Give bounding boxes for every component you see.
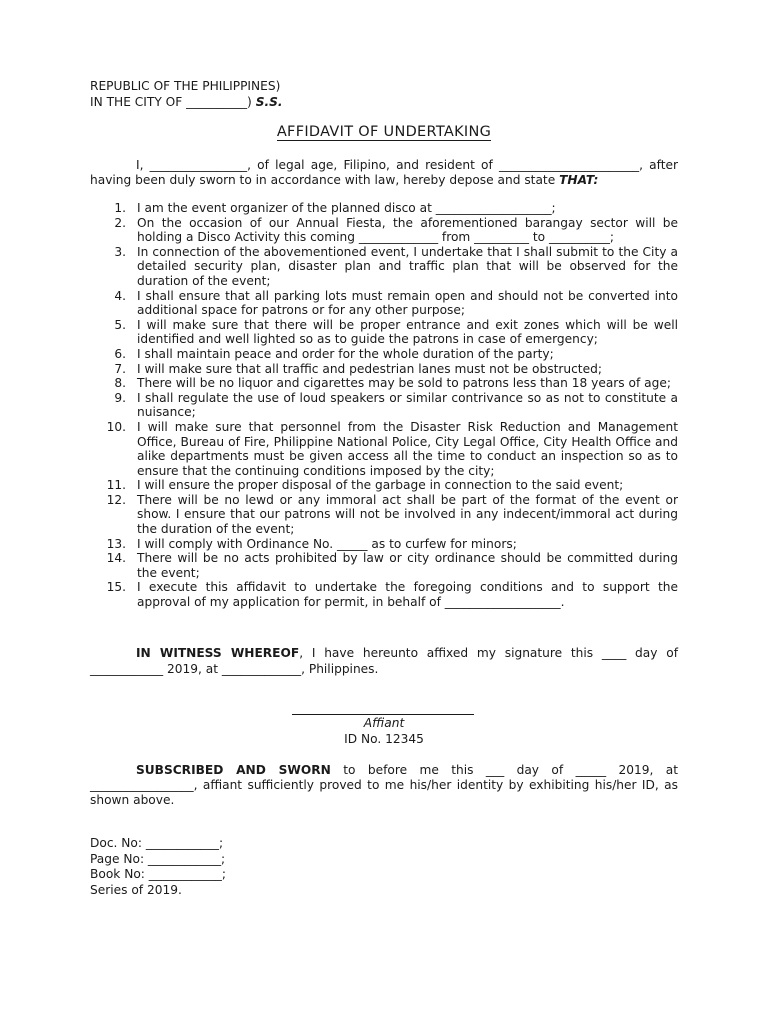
- list-item-text: There will be no lewd or any immoral act shall be part of the format of the event or show. I ensure that our patrons will not be involved in any indecent/immoral act during the duration of the event;: [137, 492, 678, 537]
- list-item-number: 15.: [106, 580, 126, 595]
- intro-text: I, ________________, of legal age, Filipino, and resident of _______________________, after having been duly sworn to in accordance with law, hereby depose and state: [90, 158, 678, 187]
- signature-line: [292, 714, 474, 715]
- series: Series of 2019.: [90, 882, 182, 897]
- list-item-number: 2.: [114, 215, 126, 230]
- list-item-text: I shall ensure that all parking lots must remain open and should not be converted into additional space for patrons or for any other purpose;: [137, 288, 678, 318]
- list-item-text: There will be no liquor and cigarettes may be sold to patrons less than 18 years of age;: [137, 376, 671, 391]
- book-no: Book No: ____________;: [90, 867, 226, 881]
- jurat-lead: SUBSCRIBED AND SWORN: [136, 763, 331, 777]
- list-item: [90, 580, 678, 609]
- list-item-number: 12.: [106, 492, 126, 507]
- list-item: [90, 347, 678, 362]
- list-item-text: I am the event organizer of the planned disco at ___________________;: [137, 201, 556, 215]
- list-item: [90, 391, 678, 420]
- list-item-text: I will make sure that there will be proper entrance and exit zones which will be well identified and well lighted so as to guide the patrons in case of emergency;: [137, 317, 678, 347]
- list-item: [90, 478, 678, 493]
- list-item-text: I will make sure that all traffic and pedestrian lanes must not be obstructed;: [137, 361, 602, 376]
- witness-text: , I have hereunto affixed my signature this ____ day of ____________ 2019, at _____________, Philippines.: [90, 646, 678, 676]
- list-item: [90, 493, 678, 537]
- list-item: [90, 289, 678, 318]
- list-item-text: I will make sure that personnel from the Disaster Risk Reduction and Management Office, Bureau of Fire, Philippine National Police, City Legal Office, City Health Office and alike departments must be given access all the time to conduct an inspection so as to ensure that the continuing conditions imposed by the city;: [137, 419, 678, 478]
- venue-line-1: REPUBLIC OF THE PHILIPPINES): [90, 79, 281, 93]
- list-item: [90, 420, 678, 478]
- list-item-text: I shall maintain peace and order for the whole duration of the party;: [137, 346, 554, 361]
- jurat-paragraph: [90, 763, 678, 808]
- list-item-number: 6.: [114, 346, 126, 361]
- list-item-text: I will comply with Ordinance No. _____ as to curfew for minors;: [137, 536, 517, 551]
- affiant-label: Affiant: [363, 716, 405, 730]
- list-item-text: On the occasion of our Annual Fiesta, the aforementioned barangay sector will be holding a Disco Activity this coming _____________ from _________ to __________;: [137, 215, 678, 245]
- document-title-wrap: [0, 125, 768, 140]
- doc-no: Doc. No: ____________;: [90, 836, 224, 850]
- venue-block: [90, 78, 283, 110]
- witness-paragraph: [90, 645, 678, 677]
- list-item-text: I execute this affidavit to undertake the foregoing conditions and to support the approval of my application for permit, in behalf of ___________________.: [137, 580, 678, 610]
- list-item-text: There will be no acts prohibited by law or city ordinance should be committed during the event;: [137, 551, 678, 580]
- list-item-text: I will ensure the proper disposal of the garbage in connection to the said event;: [137, 478, 624, 493]
- list-item-number: 5.: [114, 317, 126, 332]
- list-item: [90, 376, 678, 391]
- list-item: [90, 245, 678, 289]
- list-item-number: 14.: [106, 551, 126, 566]
- list-item: [90, 551, 678, 580]
- document-title: AFFIDAVIT OF UNDERTAKING: [276, 124, 492, 140]
- page-no: Page No: ____________;: [90, 851, 226, 866]
- list-item-number: 9.: [114, 390, 126, 405]
- list-item-number: 3.: [114, 244, 126, 259]
- list-item: [90, 201, 678, 216]
- venue-city: IN THE CITY OF __________): [90, 95, 256, 109]
- list-item-number: 1.: [114, 201, 126, 215]
- list-item-number: 11.: [106, 478, 126, 493]
- witness-lead: IN WITNESS WHEREOF: [136, 646, 300, 660]
- undertaking-list: [90, 201, 678, 610]
- list-item: [90, 362, 678, 377]
- list-item-number: 7.: [114, 361, 126, 376]
- list-item-number: 8.: [114, 376, 126, 391]
- list-item: [90, 537, 678, 552]
- list-item-number: 4.: [114, 288, 126, 303]
- jurat-text: to before me this ___ day of _____ 2019, at _________________, affiant sufficiently proved to me his/her identity by exhibiting his/her ID, as shown above.: [90, 763, 678, 807]
- venue-ss: S.S.: [255, 95, 283, 109]
- list-item: [90, 318, 678, 347]
- intro-that: THAT:: [559, 172, 599, 187]
- list-item-number: 10.: [106, 419, 126, 434]
- list-item-text: In connection of the abovementioned event, I undertake that I shall submit to the City a detailed security plan, disaster plan and traffic plan that will be observed for the duration of the event;: [137, 244, 678, 288]
- intro-paragraph: [90, 158, 678, 187]
- venue-line-2: [90, 94, 283, 110]
- list-item: [90, 216, 678, 245]
- list-item-number: 13.: [106, 536, 126, 551]
- list-item-text: I shall regulate the use of loud speakers or similar contrivance so as not to constitute a nuisance;: [137, 390, 678, 420]
- notarial-register: [90, 836, 226, 898]
- affiant-id: ID No. 12345: [344, 732, 424, 746]
